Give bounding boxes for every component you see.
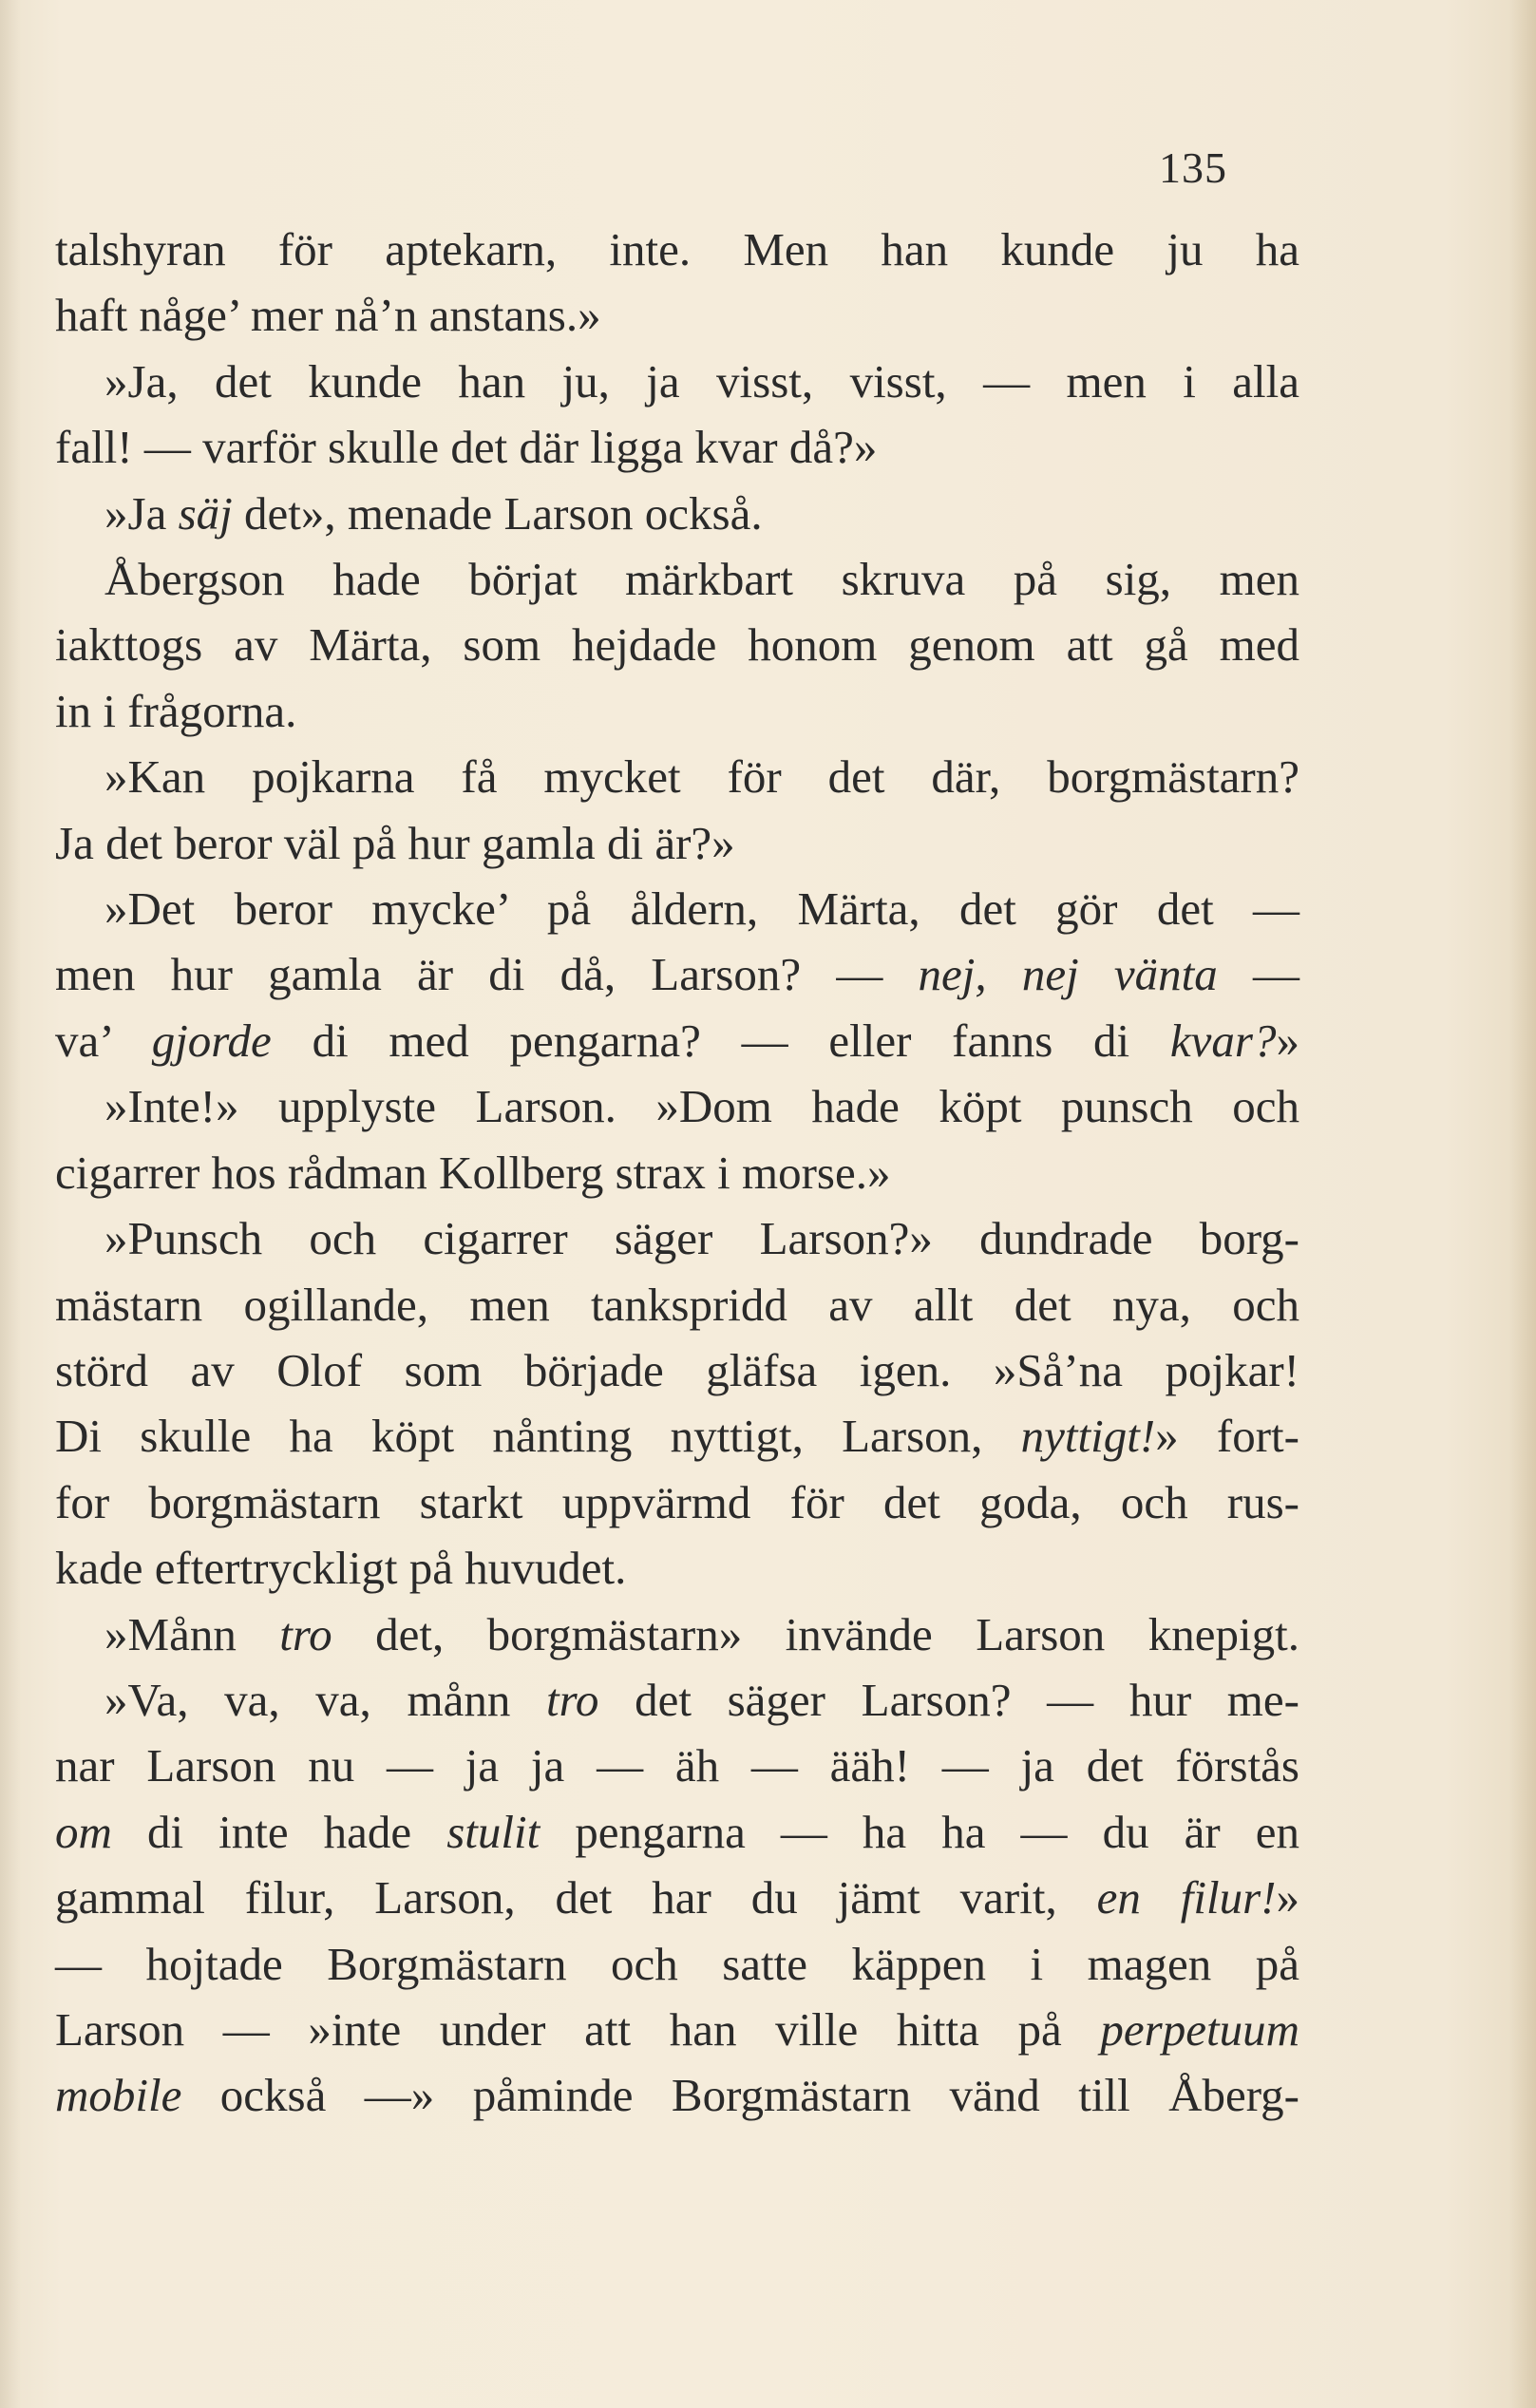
italic-text: om [55,1805,112,1858]
text-segment: Di skulle ha köpt nånting nyttigt, Larson, [55,1410,1021,1463]
text-segment: Åbergson hade börjat märkbart skruva på sig, men [104,553,1299,606]
text-segment: » [1276,1014,1299,1067]
italic-text: säj [178,486,233,540]
italic-text: stulit [446,1805,540,1858]
text-line [55,282,1299,348]
text-line [55,1073,1299,1139]
text-segment: »Ja [104,486,179,540]
text-segment: — hojtade Borgmästarn och satte käppen i magen på [55,1937,1299,1990]
text-line [55,1865,1299,1930]
text-segment: kade eftertryckligt på huvudet. [55,1542,627,1595]
text-segment: »Punsch och cigarrer säger Larson?» dundrade borg- [104,1212,1299,1265]
text-line [55,810,1299,876]
text-line [55,1602,1299,1667]
text-line [55,1733,1299,1798]
text-segment: »Va, va, va, månn [104,1673,547,1726]
text-segment: Larson — »inte under att han ville hitta på [55,2002,1101,2056]
text-line [55,941,1299,1007]
text-segment: di inte hade [111,1805,447,1858]
text-segment: det», menade Larson också. [232,486,763,540]
text-line [55,1535,1299,1601]
text-line [55,217,1299,282]
text-line [55,1667,1299,1733]
text-segment: »Det beror mycke’ på åldern, Märta, det gör det — [104,882,1299,936]
text-line [55,414,1299,480]
text-segment: fall! — varför skulle det där ligga kvar då?» [55,421,878,474]
text-segment: talshyran för aptekarn, inte. Men han kunde ju ha [55,223,1299,275]
text-line [55,1799,1299,1865]
text-line [55,678,1299,744]
text-segment: »Månn [104,1607,280,1660]
text-segment: »Inte!» upplyste Larson. »Dom hade köpt punsch och [104,1080,1299,1133]
text-segment: » [1276,1871,1299,1925]
text-segment: »Kan pojkarna få mycket för det där, borgmästarn? [104,750,1299,804]
text-line [55,1140,1299,1205]
text-line [55,1931,1299,1997]
text-segment: pengarna — ha ha — du är en [540,1805,1299,1858]
page-edge-shadow [1509,0,1536,2408]
text-segment: nar Larson nu — ja ja — äh — ääh! — ja det förstås [55,1739,1299,1792]
text-line [55,2062,1299,2128]
text-segment: haft någe’ mer nå’n anstans.» [55,289,601,342]
page-number: 135 [1159,143,1227,192]
text-line [55,349,1299,414]
text-segment: for borgmästarn starkt uppvärmd för det goda, och rus- [55,1475,1299,1528]
text-line [55,1403,1299,1469]
text-segment: va’ [55,1014,152,1067]
text-segment: det, borgmästarn» invände Larson knepigt. [332,1607,1299,1660]
text-segment: in i frågorna. [55,684,297,737]
text-line [55,481,1299,546]
italic-text: nej, nej vänta [918,948,1218,1001]
text-line [55,744,1299,809]
text-line [55,1997,1299,2062]
text-segment: di med pengarna? — eller fanns di [271,1014,1170,1067]
text-segment: »Ja, det kunde han ju, ja visst, visst, — men i alla [104,354,1299,408]
text-segment: gammal filur, Larson, det har du jämt varit, [55,1871,1097,1925]
body-text [55,217,1299,2129]
italic-text: kvar? [1169,1014,1277,1067]
text-segment: störd av Olof som började gläfsa igen. »Så’na pojkar! [55,1343,1299,1396]
text-line [55,1272,1299,1337]
text-segment: också —» påminde Borgmästarn vänd till Åberg- [181,2069,1299,2122]
italic-text: en filur! [1096,1871,1277,1925]
text-line [55,612,1299,677]
text-segment: Ja det beror väl på hur gamla di är?» [55,816,735,869]
text-segment: mästarn ogillande, men tankspridd av allt det nya, och [55,1278,1299,1331]
text-line [55,876,1299,941]
italic-text: gjorde [151,1014,272,1067]
text-line [55,1205,1299,1271]
text-segment: men hur gamla är di då, Larson? — [55,948,919,1001]
italic-text: mobile [55,2069,182,2122]
text-segment: — [1217,948,1300,1001]
italic-text: nyttigt! [1020,1410,1156,1463]
text-line [55,546,1299,612]
page-gutter-shadow [0,0,21,2408]
text-segment: det säger Larson? — hur me- [598,1673,1299,1726]
text-segment: iakttogs av Märta, som hejdade honom genom att gå med [55,618,1299,672]
italic-text: tro [546,1673,599,1726]
text-segment: cigarrer hos rådman Kollberg strax i morse.» [55,1146,891,1199]
text-line [55,1337,1299,1403]
text-line [55,1469,1299,1535]
italic-text: tro [279,1607,332,1660]
text-segment: » fort- [1155,1410,1299,1463]
italic-text: perpetuum [1100,2002,1299,2056]
text-line [55,1008,1299,1073]
